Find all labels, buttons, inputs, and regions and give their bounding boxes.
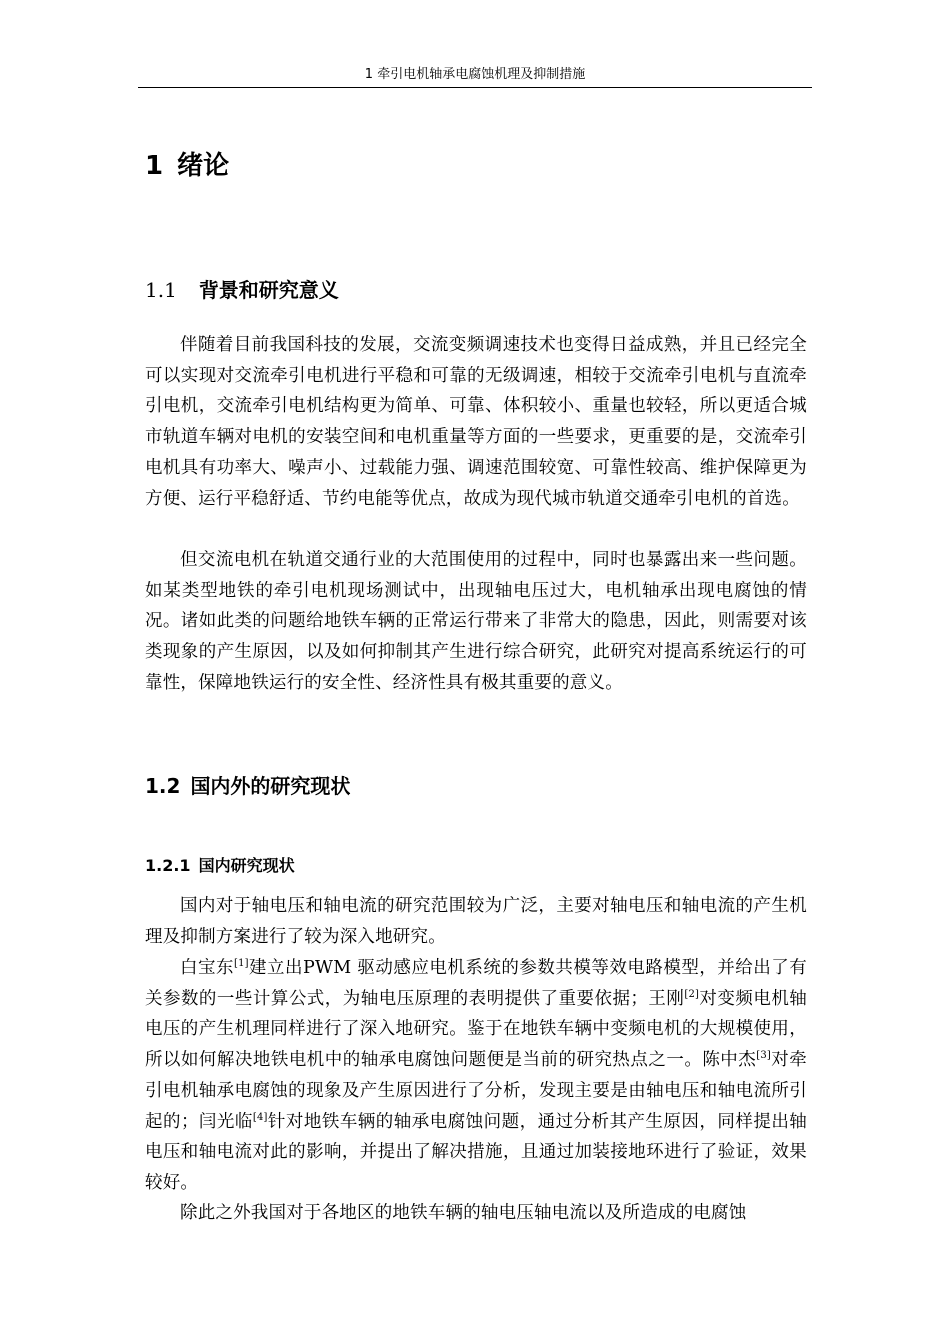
paragraph-background-1: 伴随着目前我国科技的发展，交流变频调速技术也变得日益成熟，并且已经完全可以实现对交流牵引电机进行平稳和可靠的无级调速，相较于交流牵引电机与直流牵引电机，交流牵引电机结构更为简单、可靠、体积较小、重量也较轻，所以更适合城市轨道车辆对电机的安装空间和电机重量等方面的一些要求，更重要的是，交流牵引电机具有功率大、噪声小、过载能力强、调速范围较宽、可靠性较高、维护保障更为方便、运行平稳舒适、节约电能等优点，故成为现代城市轨道交通牵引电机的首选。 — [145, 335, 807, 509]
text-segment: 白宝东 — [180, 958, 234, 978]
header-rule — [138, 87, 812, 88]
paragraph-domestic-1: 国内对于轴电压和轴电流的研究范围较为广泛，主要对轴电压和轴电流的产生机理及抑制方案进行了较为深入地研究。 — [145, 896, 807, 947]
citation-ref-3[interactable]: [3] — [756, 1050, 772, 1062]
section-heading-1-2 — [145, 771, 350, 801]
paragraph-domestic-2 — [145, 953, 807, 1199]
chapter-number: 1 — [145, 151, 164, 181]
text-segment: 建立出PWM 驱动感应电机系统的参数共模等效电路模型，并给出了有关参数的一些计算公式，为轴电压原理的表明提供了重要依据；王刚 — [145, 958, 807, 1009]
subsection-number: 1.2.1 — [145, 856, 191, 875]
citation-ref-2[interactable]: [2] — [684, 988, 700, 1000]
citation-ref-4[interactable]: [4] — [252, 1111, 268, 1123]
section-title: 国内外的研究现状 — [190, 774, 351, 798]
section-title: 背景和研究意义 — [198, 278, 339, 302]
subsection-title: 国内研究现状 — [198, 856, 295, 875]
text-segment: 针对地铁车辆的轴承电腐蚀问题，通过分析其产生原因，同样提出轴电压和轴电流对此的影响，并提出了解决措施，且通过加装接地环进行了验证，效果较好。 — [145, 1111, 807, 1193]
chapter-title — [145, 146, 229, 186]
paragraph-background-2: 但交流电机在轨道交通行业的大范围使用的过程中，同时也暴露出来一些问题。如某类型地铁的牵引电机现场测试中，出现轴电压过大，电机轴承出现电腐蚀的情况。诸如此类的问题给地铁车辆的正常运行带来了非常大的隐患，因此，则需要对该类现象的产生原因，以及如何抑制其产生进行综合研究，此研究对提高系统运行的可靠性，保障地铁运行的安全性、经济性具有极其重要的意义。 — [145, 550, 807, 693]
text-segment: 对变频电机轴电压的产生机理同样进行了深入地研究。鉴于在地铁车辆中变频电机的大规模使用，所以如何解决地铁电机中的轴承电腐蚀问题便是当前的研究热点之一。陈中杰 — [145, 988, 807, 1071]
paragraph-domestic-3: 除此之外我国对于各地区的地铁车辆的轴电压轴电流以及所造成的电腐蚀 — [180, 1203, 747, 1223]
section-number: 1.2 — [145, 774, 181, 798]
section-number: 1.1 — [145, 278, 177, 302]
citation-ref-1[interactable]: [1] — [234, 958, 249, 969]
section-heading-1-1 — [145, 275, 339, 305]
subsection-heading-1-2-1 — [145, 853, 295, 879]
text-segment: 对牵引电机轴承电腐蚀的现象及产生原因进行了分析，发现主要是由轴电压和轴电流所引起的；闫光临 — [145, 1050, 807, 1132]
running-header: 1 牵引电机轴承电腐蚀机理及抑制措施 — [364, 67, 586, 82]
chapter-title-text: 绪论 — [177, 151, 230, 181]
